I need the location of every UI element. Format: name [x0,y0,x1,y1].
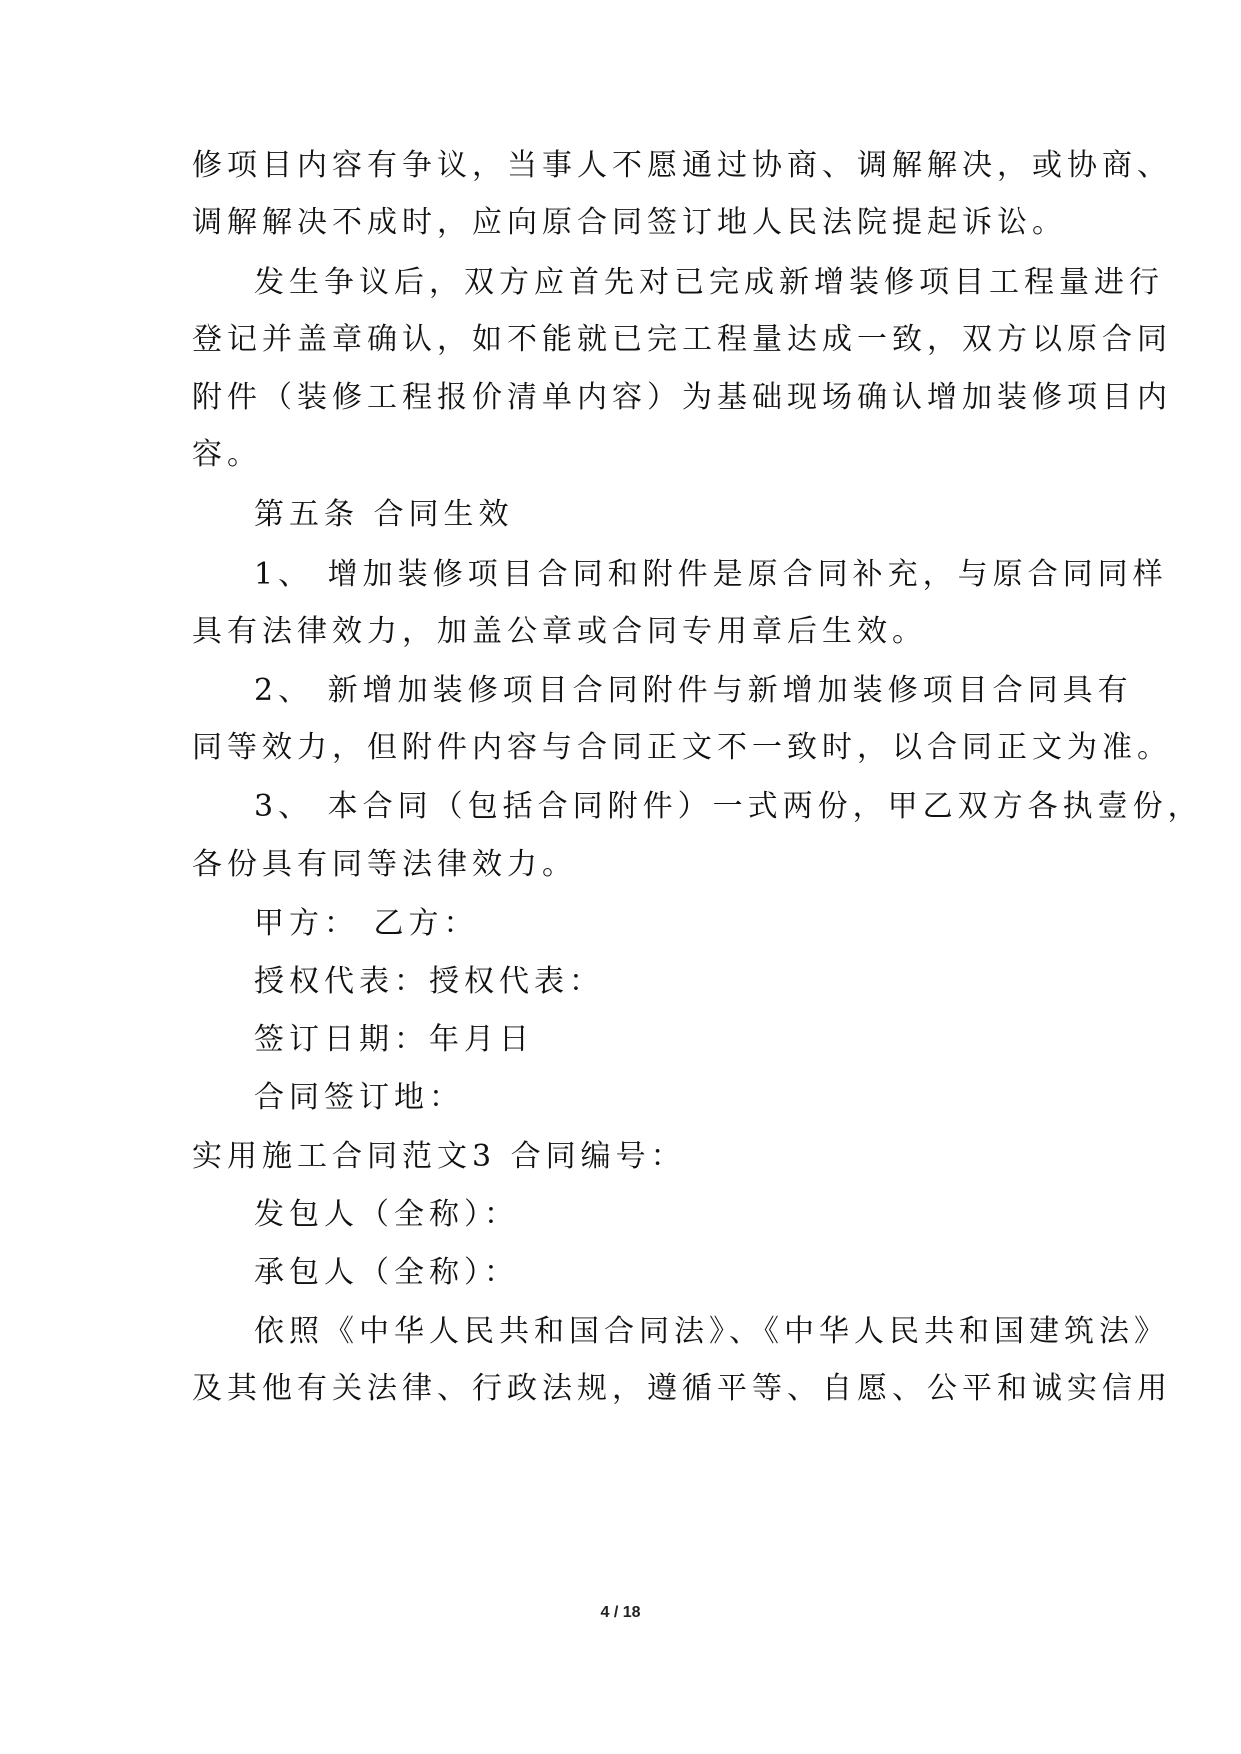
paragraph-line: 及其他有关法律、行政法规，遵循平等、自愿、公平和诚实信用 [192,1371,1172,1406]
paragraph-line: 附件（装修工程报价清单内容）为基础现场确认增加装修项目内 [192,380,1172,415]
paragraph-line: 各份具有同等法律效力。 [192,847,577,882]
paragraph-line: 同等效力，但附件内容与合同正文不一致时，以合同正文为准。 [192,730,1172,765]
representative-line: 授权代表：授权代表： [254,964,604,999]
employer-line: 发包人（全称）： [254,1197,519,1232]
party-line: 甲方： 乙方： [254,906,479,941]
contract-title-line: 实用施工合同范文3 合同编号： [192,1139,686,1174]
paragraph-line: 修项目内容有争议，当事人不愿通过协商、调解解决，或协商、 [192,148,1172,183]
paragraph-line: 具有法律效力，加盖公章或合同专用章后生效。 [192,614,927,649]
paragraph-line: 调解解决不成时，应向原合同签订地人民法院提起诉讼。 [192,205,1067,240]
paragraph-line: 发生争议后，双方应首先对已完成新增装修项目工程量进行 [254,265,1164,300]
paragraph-line: 登记并盖章确认，如不能就已完工程量达成一致，双方以原合同 [192,322,1172,357]
clause-line: 3、 本合同（包括合同附件）一式两份，甲乙双方各执壹份， [254,789,1203,824]
contractor-line: 承包人（全称）： [254,1255,519,1290]
section-heading: 第五条 合同生效 [254,497,514,532]
paragraph-line: 依照《中华人民共和国合同法》、《中华人民共和国建筑法》 [254,1314,1169,1349]
paragraph-line: 容。 [192,437,262,472]
clause-line: 2、 新增加装修项目合同附件与新增加装修项目合同具有 [254,673,1133,708]
clause-line: 1、 增加装修项目合同和附件是原合同补充，与原合同同样 [254,557,1168,592]
page-number: 4 / 18 [600,1604,641,1621]
signing-place-line: 合同签订地： [254,1080,464,1115]
signing-date-line: 签订日期：年月日 [254,1022,534,1057]
